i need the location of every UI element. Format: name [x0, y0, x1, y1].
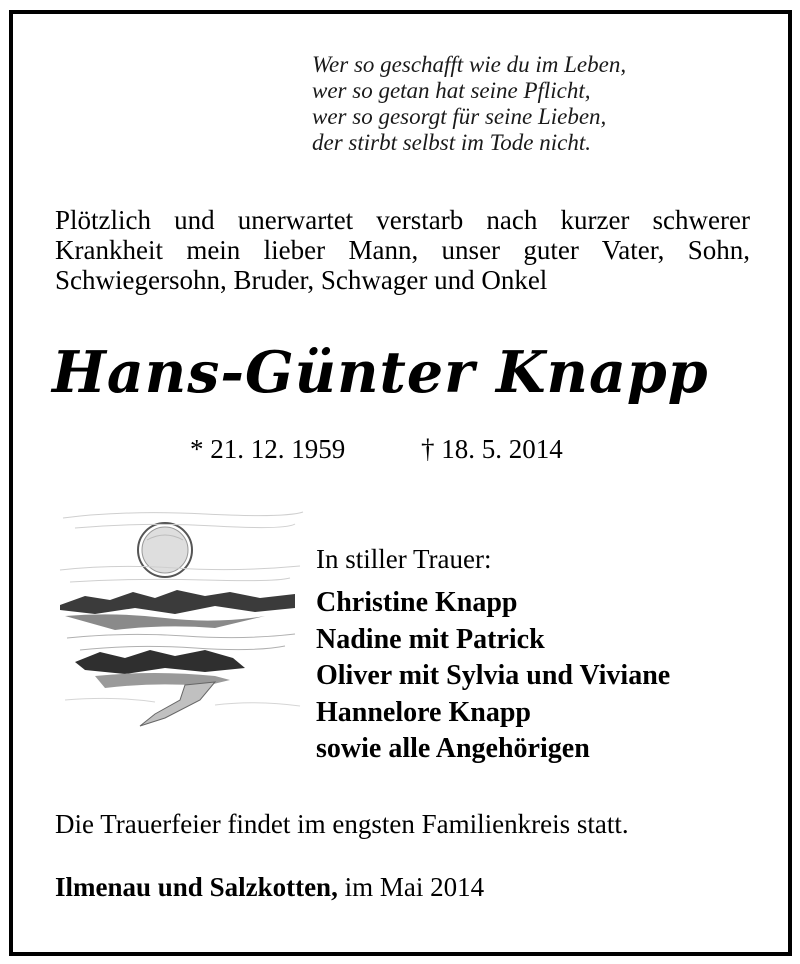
sun-landscape-illustration	[55, 500, 305, 740]
intro-line: Schwiegersohn, Bruder, Schwager und Onkel	[55, 265, 548, 295]
poem-line: der stirbt selbst im Tode nicht.	[312, 130, 591, 155]
intro-line: Plötzlich und unerwartet verstarb nach kurzer schwerer	[55, 205, 750, 235]
funeral-note: Die Trauerfeier findet im engsten Familienkreis statt.	[55, 809, 629, 839]
mourner-name: sowie alle Angehörigen	[316, 733, 590, 764]
mourner-name: Nadine mit Patrick	[316, 623, 545, 655]
mourner-name: Oliver mit Sylvia und Viviane	[316, 660, 671, 691]
mourner-name: Christine Knapp	[316, 587, 518, 618]
notice-date: im Mai 2014	[337, 872, 485, 902]
mourning-label: In stiller Trauer:	[316, 544, 492, 574]
place-names: Ilmenau und Salzkotten,	[55, 872, 338, 902]
intro-text	[55, 205, 750, 295]
mourners-list	[316, 585, 670, 768]
birth-date: * 21. 12. 1959	[190, 434, 346, 464]
intro-line: Krankheit mein lieber Mann, unser guter Vater, Sohn,	[55, 235, 750, 265]
poem	[312, 52, 752, 156]
poem-line: wer so gesorgt für seine Lieben,	[312, 104, 607, 129]
deceased-name: Hans-Günter Knapp	[52, 339, 709, 406]
mourner-name: Hannelore Knapp	[316, 696, 531, 728]
death-date: † 18. 5. 2014	[421, 434, 563, 464]
poem-line: Wer so geschafft wie du im Leben,	[312, 52, 627, 77]
poem-line: wer so getan hat seine Pflicht,	[312, 78, 591, 103]
place-date-line	[55, 872, 484, 902]
